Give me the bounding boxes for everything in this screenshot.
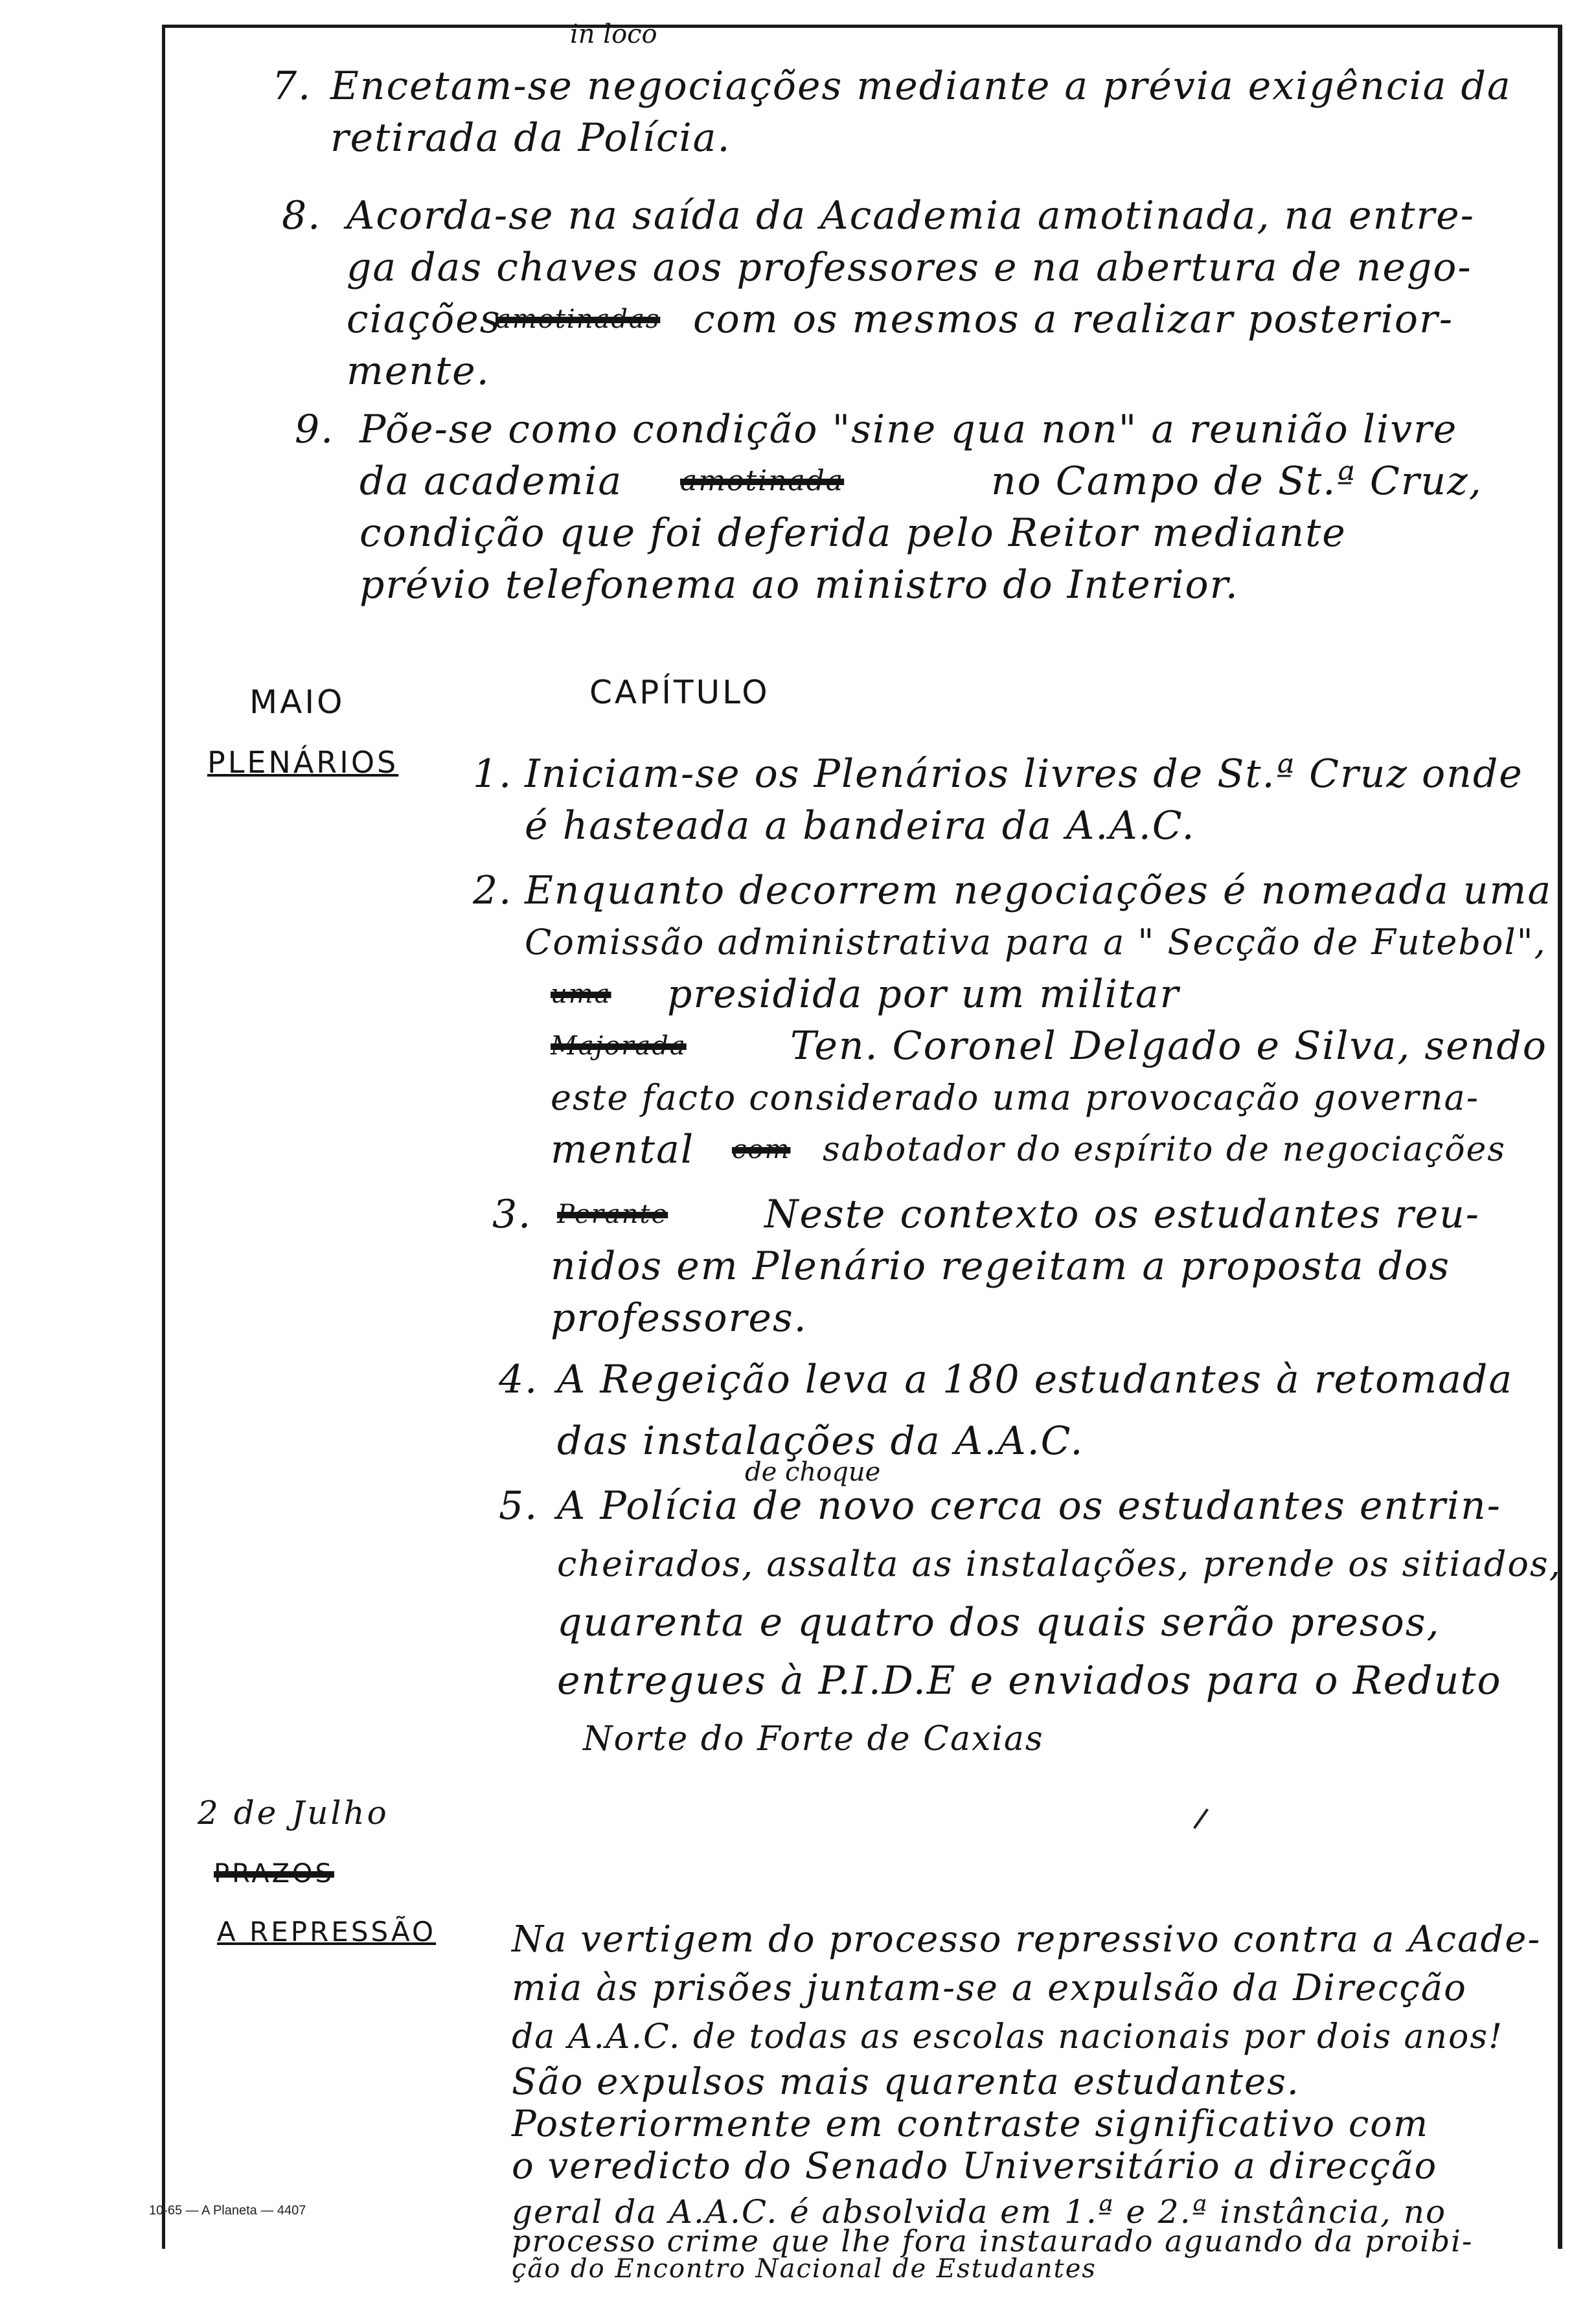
item-7-line-1: Encetam-se negociações mediante a prévia exigência da (330, 63, 1512, 109)
item-9-line-2a: da academia (359, 459, 623, 504)
july-line-3: da A.A.C. de todas as escolas nacionais por dois anos! (512, 2018, 1503, 2056)
item-9-line-2b: no Campo de St.ª Cruz, (991, 459, 1483, 504)
chapter-item-2-line-3: presidida por um militar (667, 972, 1180, 1017)
chapter-item-2-struck-a: uma (551, 979, 611, 1009)
chapter-item-5-line-4: entregues à P.I.D.E e enviados para o Reduto (557, 1658, 1502, 1703)
printer-imprint: 10-65 — A Planeta — 4407 (149, 2203, 306, 2218)
struck-margin-label: PRAZOS (214, 1859, 334, 1889)
chapter-item-4-line-2: das instalações da A.A.C. (557, 1418, 1084, 1464)
item-7-line-2: retirada da Polícia. (330, 115, 731, 161)
chapter-item-1-line-2: é hasteada a bandeira da A.A.C. (525, 803, 1196, 848)
chapter-item-4-line-1: A Regeição leva a 180 estudantes à retomada (557, 1357, 1514, 1402)
chapter-item-5-number: 5. (499, 1483, 539, 1529)
chapter-item-2-line-4: Ten. Coronel Delgado e Silva, sendo (790, 1023, 1547, 1069)
chapter-item-2-line-6b: sabotador do espírito de negociações (823, 1130, 1506, 1169)
chapter-item-1-line-1: Iniciam-se os Plenários livres de St.ª Cruz onde (525, 751, 1523, 797)
july-line-7: geral da A.A.C. é absolvida em 1.ª e 2.ª instância, no (512, 2193, 1447, 2231)
repressao-margin-label: A REPRESSÃO (217, 1916, 436, 1948)
july-line-2: mia às prisões juntam-se a expulsão da Direcção (512, 1967, 1467, 2009)
chapter-item-2-line-2: Comissão administrativa para a " Secção de Futebol", (525, 922, 1547, 962)
chapter-item-2-struck-c: com (732, 1135, 791, 1165)
july-line-6: o veredicto do Senado Universitário a direcção (512, 2145, 1438, 2187)
chapter-item-3-line-1: Neste contexto os estudantes reu- (764, 1192, 1481, 1237)
july-line-5: Posteriormente em contraste significativo com (512, 2103, 1430, 2145)
item-9-line-4: prévio telefonema ao ministro do Interior. (359, 562, 1239, 608)
chapter-item-5-line-1: A Polícia de novo cerca os estudantes entrin- (557, 1483, 1501, 1529)
july-line-9: ção do Encontro Nacional de Estudantes (512, 2254, 1097, 2284)
july-line-4: São expulsos mais quarenta estudantes. (512, 2061, 1300, 2103)
chapter-item-5-insertion: de choque (745, 1457, 881, 1487)
chapter-item-2-struck-b: Majorada (551, 1031, 687, 1061)
chapter-item-2-line-1: Enquanto decorrem negociações é nomeada uma (525, 868, 1553, 913)
item-8-line-2: ga das chaves aos professores e na abertura de nego- (347, 245, 1472, 290)
item-8-line-3b: com os mesmos a realizar posterior- (693, 297, 1454, 342)
chapter-item-5-line-2: cheirados, assalta as instalações, prende os sitiados, (557, 1543, 1562, 1584)
chapter-item-3-line-3: professores. (551, 1295, 808, 1341)
item-9-struck-word: amotinada (680, 464, 845, 497)
july-line-1: Na vertigem do processo repressivo contra a Acade- (512, 1918, 1542, 1961)
chapter-item-4-number: 4. (499, 1357, 539, 1402)
item-8-number: 8. (282, 193, 322, 238)
item-8-struck-word: amotinadas (496, 304, 661, 334)
item-9-line-3: condição que foi deferida pelo Reitor mediante (359, 510, 1347, 556)
chapter-item-3-number: 3. (492, 1192, 532, 1237)
chapter-item-5-line-5: Norte do Forte de Caxias (583, 1720, 1044, 1758)
item-7-insertion: in loco (570, 19, 657, 49)
chapter-item-5-line-3: quarenta e quatro dos quais serão presos, (557, 1600, 1441, 1645)
july-line-8: processo crime que lhe fora instaurado aguando da proibi- (512, 2224, 1474, 2258)
chapter-item-1-number: 1. (473, 751, 513, 797)
chapter-item-3-line-2: nidos em Plenário regeitam a proposta dos (551, 1244, 1451, 1289)
chapter-item-3-struck-word: Perante (557, 1200, 668, 1229)
item-9-line-1: Põe-se como condição "sine qua non" a reunião livre (359, 407, 1458, 452)
item-7-number: 7. (272, 63, 312, 109)
july-date: 2 de Julho (198, 1794, 389, 1832)
item-8-line-3a: ciações (347, 297, 501, 342)
item-9-number: 9. (295, 407, 335, 452)
plenarios-margin-label: PLENÁRIOS (207, 745, 399, 780)
month-label: MAIO (249, 683, 345, 721)
item-8-line-4: mente. (347, 348, 490, 394)
item-8-line-1: Acorda-se na saída da Academia amotinada, na entre- (347, 193, 1475, 238)
chapter-item-2-line-6a: mental (551, 1127, 695, 1172)
chapter-item-2-number: 2. (473, 868, 513, 913)
chapter-heading: CAPÍTULO (589, 674, 770, 711)
chapter-item-2-line-5: este facto considerado uma provocação governa- (551, 1077, 1479, 1118)
